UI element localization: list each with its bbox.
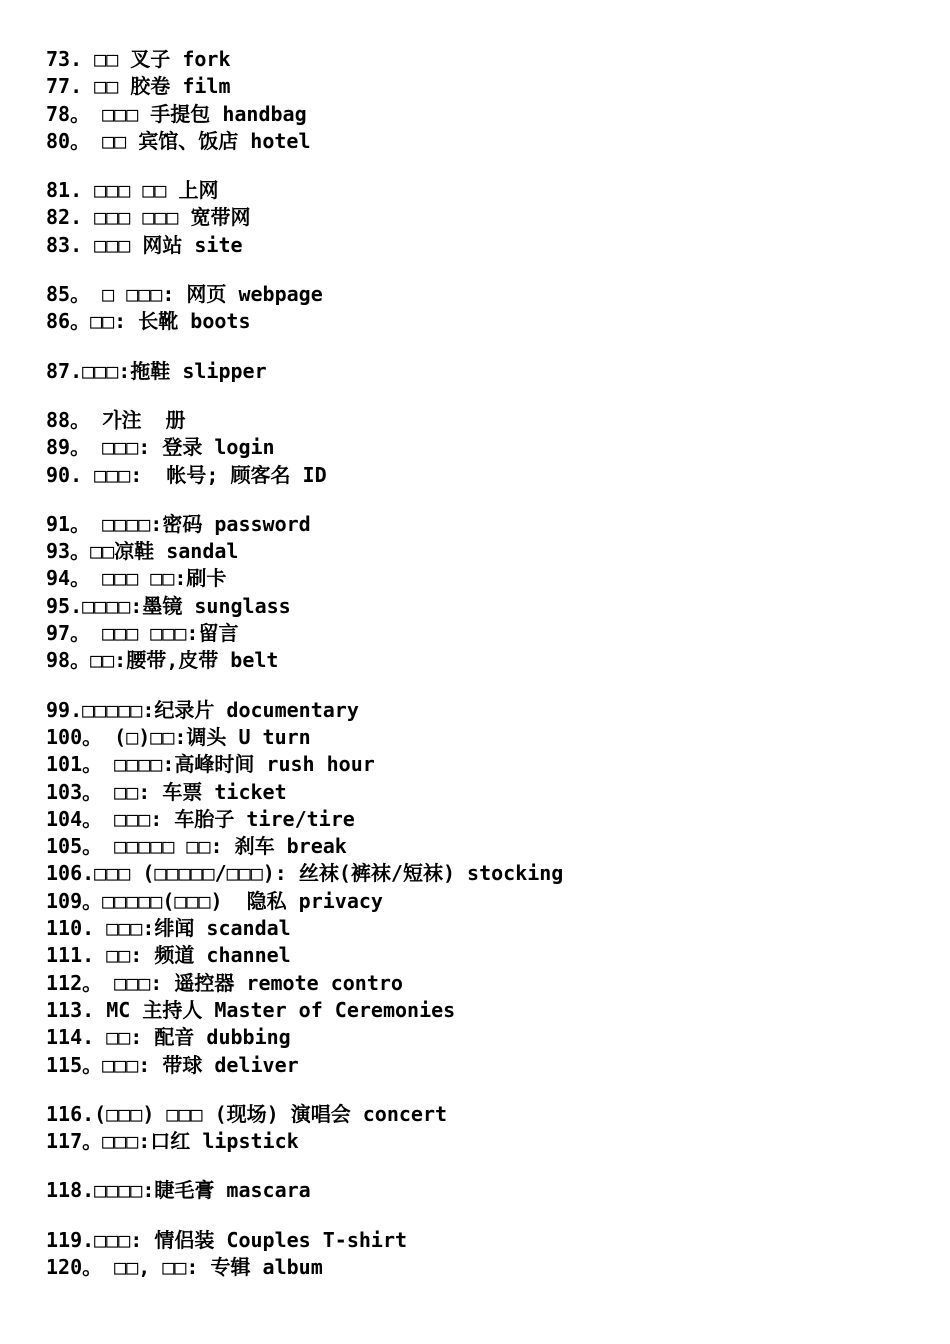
vocab-entry: 111. □□: 频道 channel [46, 943, 291, 968]
vocab-entry: 91。 □□□□:密码 password [46, 511, 311, 536]
entry-group [46, 46, 926, 155]
vocab-entry: 78。 □□□ 手提包 handbag [46, 101, 307, 126]
vocab-entry: 82. □□□ □□□ 宽带网 [46, 205, 251, 230]
vocab-entry: 90. □□□: 帐号; 顾客名 ID [46, 462, 327, 487]
vocab-entry: 83. □□□ 网站 site [46, 232, 243, 257]
vocab-entry: 112。 □□□: 遥控器 remote contro [46, 970, 403, 995]
vocab-entry: 115。□□□: 带球 deliver [46, 1052, 299, 1077]
vocab-entry: 119.□□□: 情侣装 Couples T-shirt [46, 1227, 408, 1252]
vocab-entry: 95.□□□□:墨镜 sunglass [46, 593, 291, 618]
entry-group [46, 697, 926, 1079]
entry-group [46, 281, 926, 336]
vocab-entry: 101。 □□□□:高峰时间 rush hour [46, 752, 375, 777]
vocab-entry: 117。□□□:口红 lipstick [46, 1129, 299, 1154]
vocab-entry: 98。□□:腰带,皮带 belt [46, 648, 279, 673]
vocab-entry: 97。 □□□ □□□:留言 [46, 621, 239, 646]
vocab-entry: 100。 (□)□□:调头 U turn [46, 724, 311, 749]
entry-group [46, 1101, 926, 1156]
vocab-entry: 103。 □□: 车票 ticket [46, 779, 287, 804]
vocab-entry: 77. □□ 胶卷 film [46, 74, 231, 99]
vocab-entry: 73. □□ 叉子 fork [46, 47, 231, 71]
vocab-entry: 87.□□□:拖鞋 slipper [46, 358, 267, 383]
vocab-entry: 86。□□: 长靴 boots [46, 309, 251, 334]
vocab-entry: 99.□□□□□:纪录片 documentary [46, 697, 359, 722]
vocab-entry: 93。□□凉鞋 sandal [46, 539, 239, 564]
vocab-entry: 106.□□□ (□□□□□/□□□): 丝袜(裤袜/短袜) stocking [46, 861, 564, 886]
entry-group [46, 358, 926, 385]
vocab-entry: 114. □□: 配音 dubbing [46, 1025, 291, 1050]
vocab-entry: 116.(□□□) □□□ (现场) 演唱会 concert [46, 1101, 448, 1126]
vocab-entry: 89。 □□□: 登录 login [46, 435, 275, 460]
entry-group [46, 511, 926, 675]
vocab-entry: 85。 □ □□□: 网页 webpage [46, 282, 323, 307]
entry-group [46, 407, 926, 489]
vocab-entry: 105。 □□□□□ □□: 刹车 break [46, 834, 347, 859]
entry-group [46, 1177, 926, 1204]
vocab-entry: 94。 □□□ □□:刷卡 [46, 566, 227, 591]
entry-group [46, 177, 926, 259]
vocab-entry: 109。□□□□□(□□□) 隐私 privacy [46, 888, 383, 913]
vocab-entry: 110. □□□:绯闻 scandal [46, 916, 291, 941]
vocab-entry: 113. MC 主持人 Master of Ceremonies [46, 997, 456, 1022]
vocab-entry: 81. □□□ □□ 上网 [46, 178, 219, 203]
entry-group [46, 1227, 926, 1282]
vocab-entry: 104。 □□□: 车胎子 tire/tire [46, 806, 355, 831]
vocabulary-page [46, 46, 926, 1303]
vocab-entry: 118.□□□□:睫毛膏 mascara [46, 1178, 311, 1203]
vocab-entry: 80。 □□ 宾馆、饭店 hotel [46, 128, 311, 153]
vocab-entry: 88。 가注 册 [46, 407, 186, 432]
vocab-entry: 120。 □□, □□: 专辑 album [46, 1254, 323, 1279]
